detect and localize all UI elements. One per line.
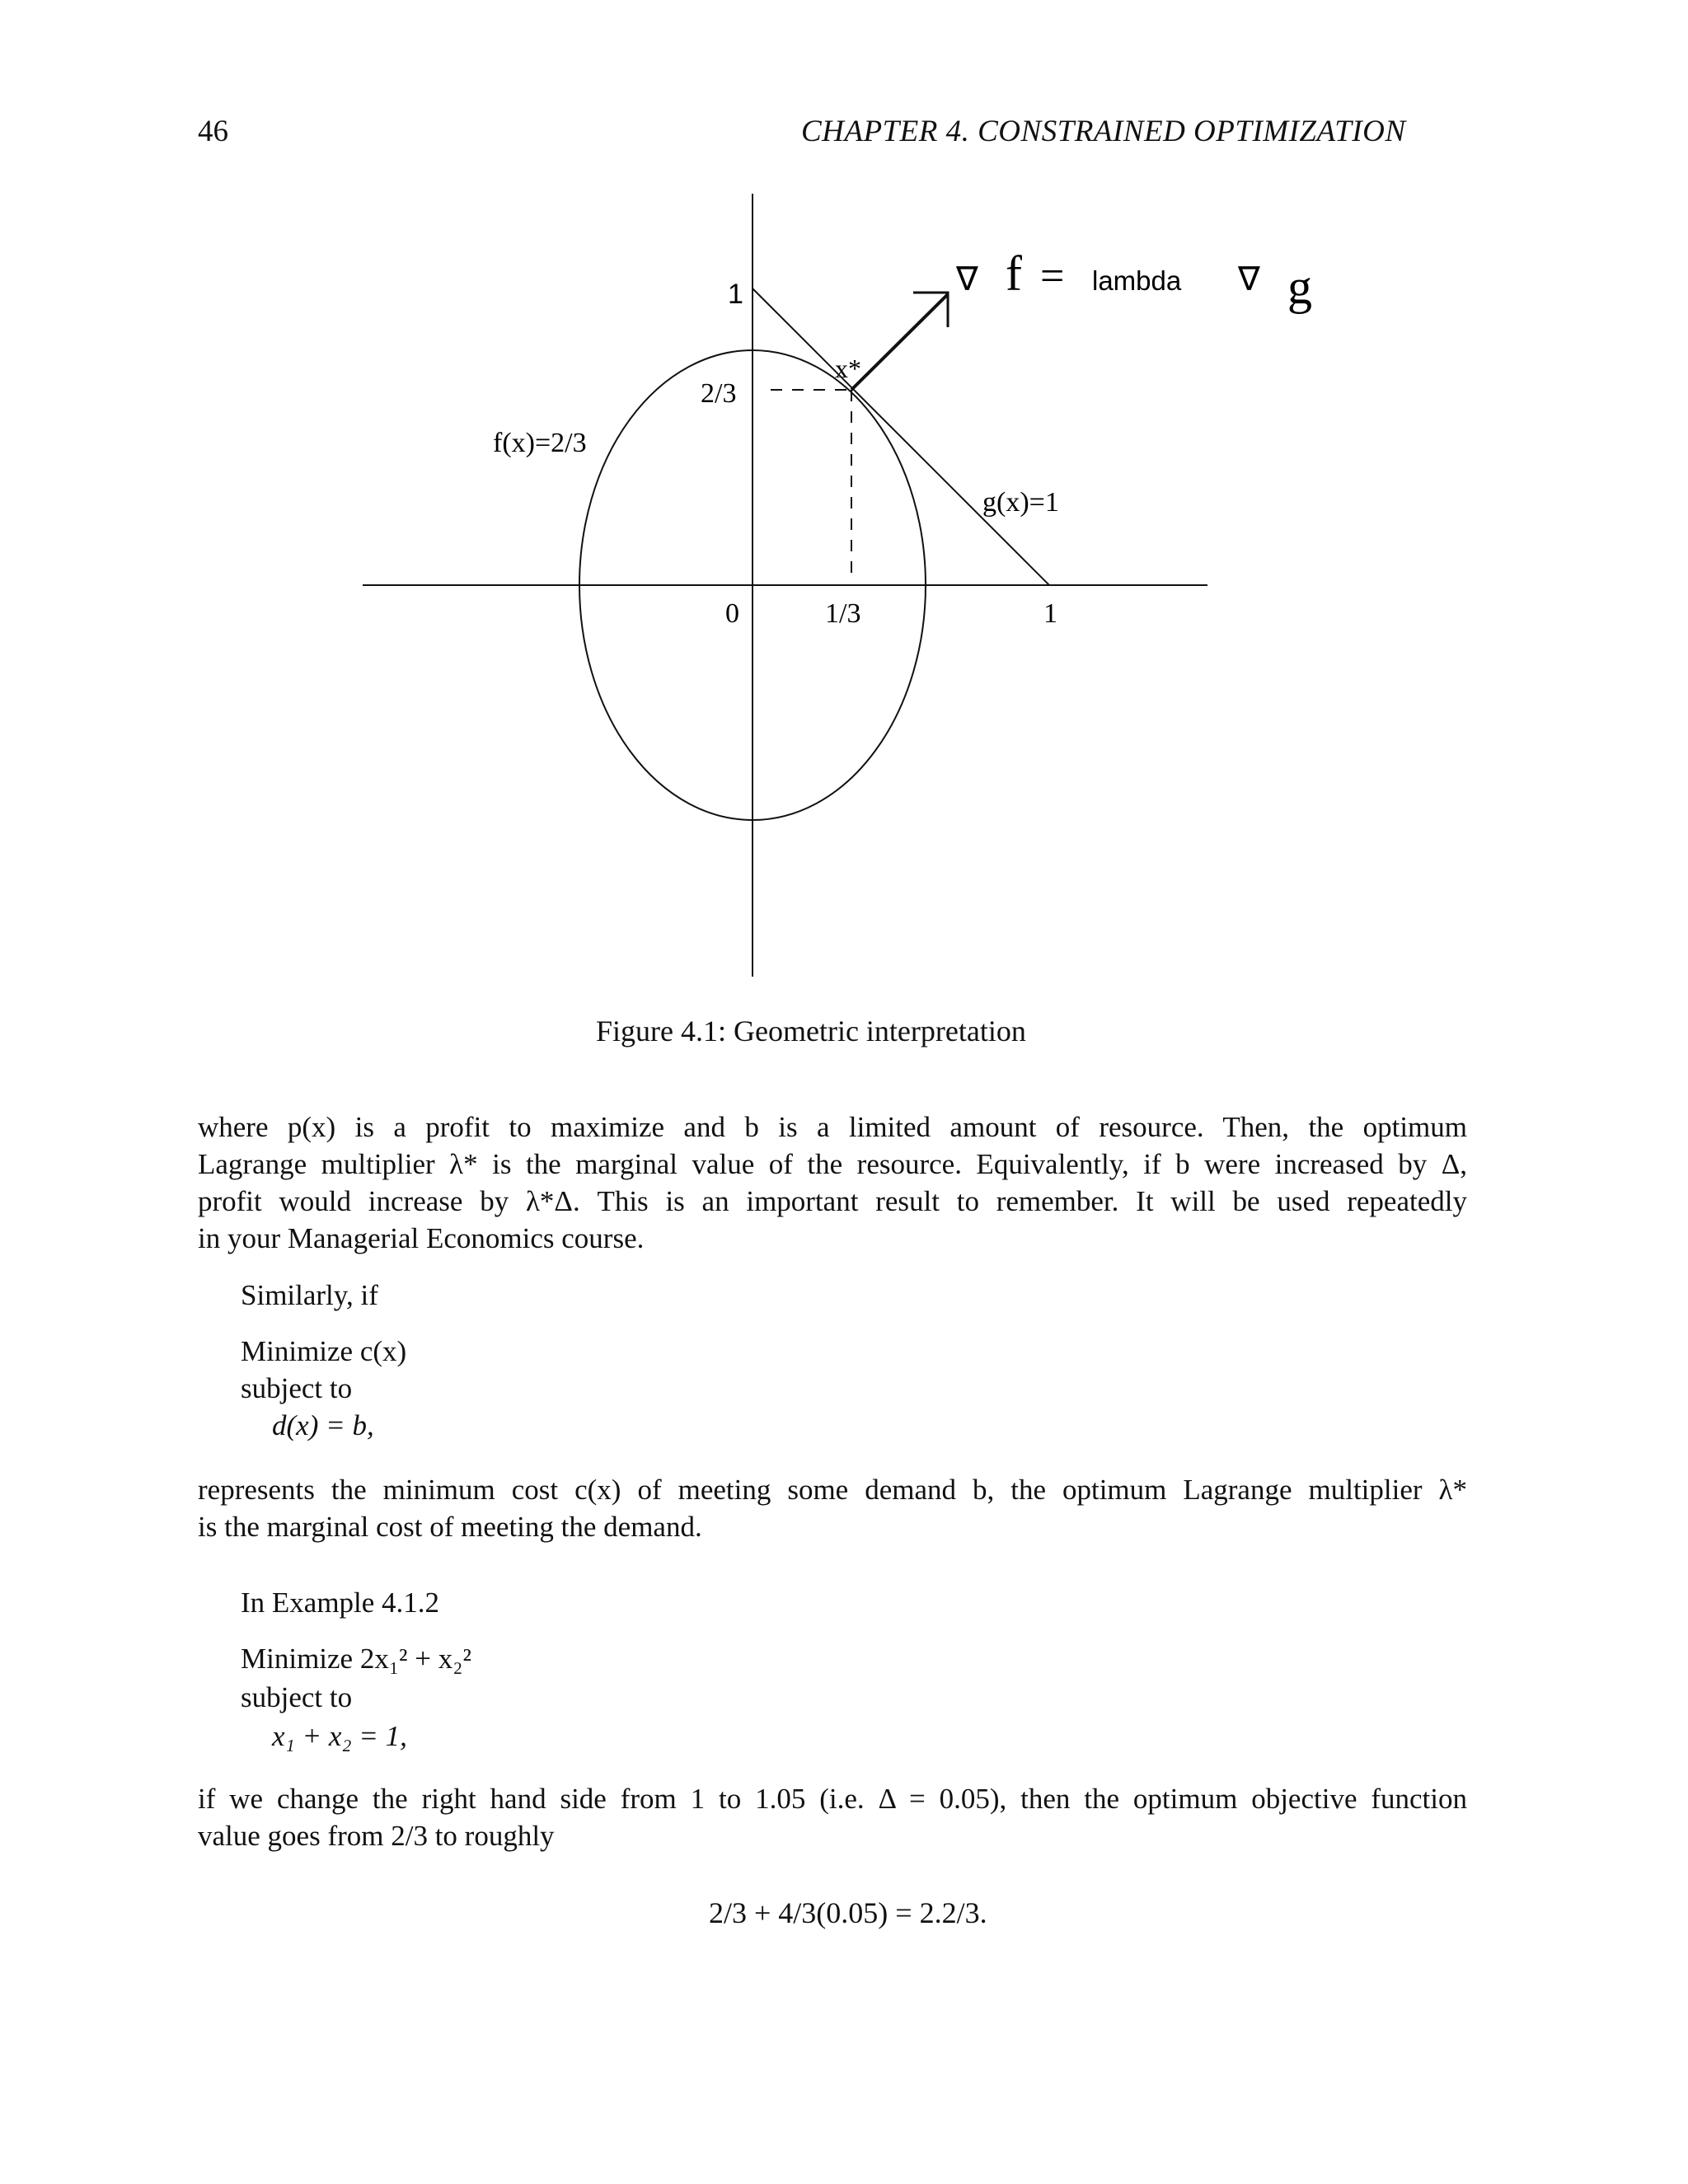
paragraph-2 [198, 1471, 1467, 1545]
problem1-subject-to: subject to [241, 1372, 353, 1404]
constraint-line [753, 288, 1049, 585]
running-head: CHAPTER 4. CONSTRAINED OPTIMIZATION [801, 115, 1406, 148]
label-g: g [1287, 260, 1312, 314]
page-number: 46 [198, 115, 228, 148]
label-x-one: 1 [1043, 598, 1057, 629]
paragraph-line: is the marginal cost of meeting the demand. [198, 1511, 702, 1543]
figure-geometric-interpretation [0, 0, 1688, 1022]
label-two-thirds-y: 2/3 [701, 378, 737, 409]
problem2-subject-to: subject to [241, 1681, 353, 1713]
label-x-star: x* [835, 354, 861, 383]
problem2-constraint: x₁ + x₂ = 1, [272, 1720, 407, 1752]
display-equation: 2/3 + 4/3(0.05) = 2.2/3. [709, 1896, 987, 1929]
label-one-third-x: 1/3 [825, 598, 861, 629]
similarly-text: Similarly, if [241, 1279, 378, 1311]
paragraph-line: represents the minimum cost c(x) of meeting some demand b, the optimum Lagrange multiplier λ* [198, 1474, 1467, 1506]
label-y-one: 1 [728, 279, 743, 310]
problem2-objective: Minimize 2x₁² + x₂² [241, 1643, 471, 1675]
paragraph-line: if we change the right hand side from 1 to 1.05 (i.e. Δ = 0.05), then the optimum objective function [198, 1783, 1467, 1815]
label-origin: 0 [725, 598, 739, 629]
label-lambda: lambda [1092, 265, 1182, 296]
label-g-line: g(x)=1 [982, 487, 1059, 518]
paragraph-line: where p(x) is a profit to maximize and b is a limited amount of resource. Then, the optimum [198, 1111, 1467, 1143]
gradient-arrow-shaft [851, 294, 948, 390]
label-f: f [1006, 246, 1022, 301]
example-ref: In Example 4.1.2 [241, 1586, 440, 1619]
label-equals: = [1040, 253, 1065, 300]
problem1-objective: Minimize c(x) [241, 1335, 407, 1367]
label-f-curve: f(x)=2/3 [493, 428, 587, 458]
paragraph-line: profit would increase by λ*Δ. This is an important result to remember. It will be used repeatedly [198, 1185, 1467, 1217]
paragraph-line: value goes from 2/3 to roughly [198, 1820, 555, 1852]
problem1-constraint: d(x) = b, [272, 1409, 374, 1441]
paragraph-1 [198, 1108, 1467, 1257]
nabla-g-icon: ∇ [1238, 260, 1260, 298]
paragraph-3 [198, 1780, 1467, 1854]
figure-caption: Figure 4.1: Geometric interpretation [596, 1015, 1026, 1047]
paragraph-line: in your Managerial Economics course. [198, 1222, 645, 1254]
paragraph-line: Lagrange multiplier λ* is the marginal value of the resource. Equivalently, if b were increased by Δ, [198, 1148, 1467, 1180]
nabla-f-icon: ∇ [956, 260, 978, 298]
